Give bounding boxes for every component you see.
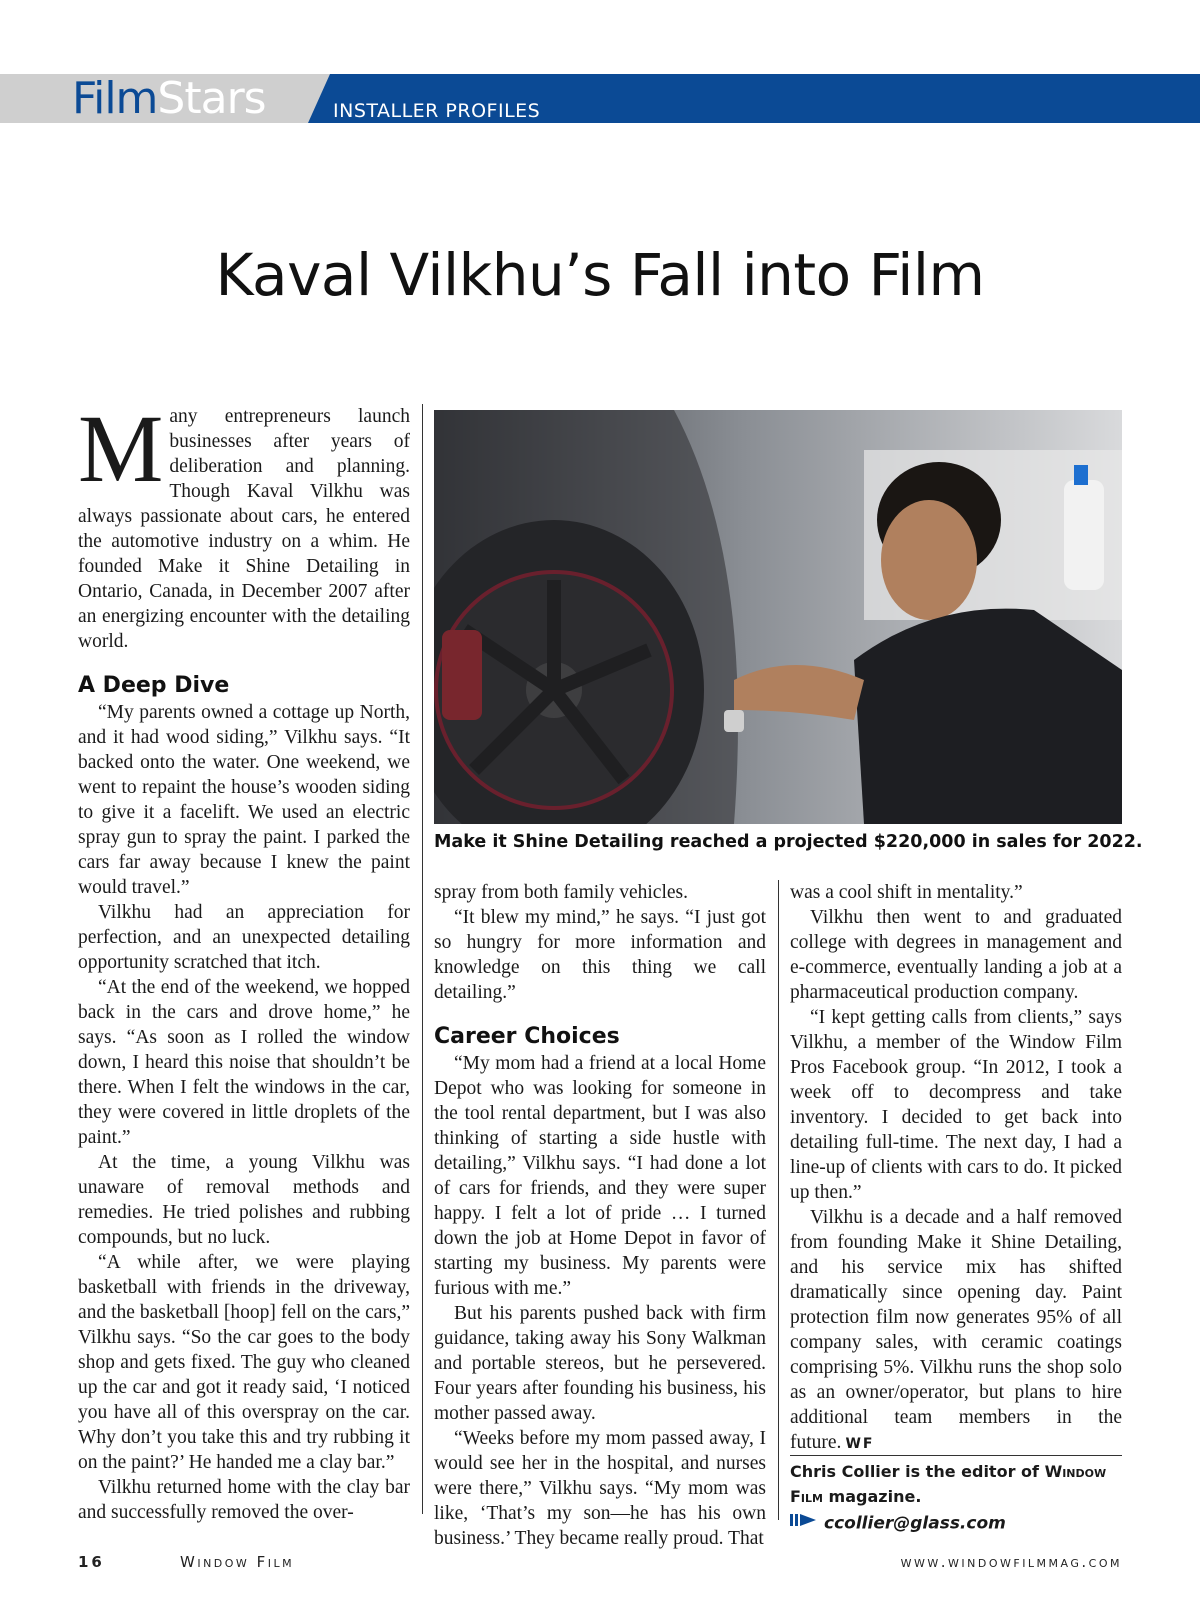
email-line bbox=[790, 1511, 1122, 1537]
section-header bbox=[0, 74, 1200, 123]
subhead-deep-dive: A Deep Dive bbox=[78, 673, 230, 698]
column-divider bbox=[422, 404, 423, 1514]
drop-cap: M bbox=[78, 395, 164, 502]
body-paragraph: “At the end of the weekend, we hopped back in the cars and drove home,” he says. “As soon as I rolled the window down, I heard this noise that shouldn’t be there. When I felt the windows in the car, they were covered in little droplets of the paint.” bbox=[78, 977, 410, 1148]
filmstars-logo bbox=[72, 73, 266, 124]
column-1 bbox=[78, 395, 410, 1523]
arrow-icon bbox=[790, 1511, 818, 1536]
body-paragraph-final bbox=[790, 1205, 1122, 1457]
column-divider bbox=[778, 880, 779, 1520]
body-paragraph: Vilkhu returned home with the clay bar and successfully removed the over- bbox=[78, 1477, 410, 1523]
body-paragraph: “It blew my mind,” he says. “I just got so hungry for more information and knowledge on this thing we call detailing.” bbox=[434, 907, 766, 1003]
body-paragraph: “Weeks before my mom passed away, I would see her in the hospital, and nurses were there,” Vilkhu says. “My mom was like, ‘That’s my son—he has his own business.’ They became really proud. That bbox=[434, 1428, 766, 1549]
author-email-link[interactable]: ccollier@glass.com bbox=[824, 1513, 1006, 1534]
body-paragraph: spray from both family vehicles. bbox=[434, 882, 688, 903]
footer-url[interactable]: www.windowfilmmag.com bbox=[900, 1553, 1122, 1571]
column-2 bbox=[434, 880, 766, 1549]
body-paragraph: Vilkhu then went to and graduated college with degrees in management and e-commerce, eventually landing a job at a pharmaceutical production company. bbox=[790, 907, 1122, 1003]
logo-stars-text: Stars bbox=[157, 73, 266, 124]
subhead-career-choices: Career Choices bbox=[434, 1024, 620, 1049]
installer-photo-illustration bbox=[434, 410, 1122, 824]
intro-text: any entrepreneurs launch businesses after years of deliberation and planning. Though Kaval Vilkhu was always passionate about cars, he entered the automotive industry on a whim. He founded Make it Shine Detailing in Ontario, Canada, in December 2007 after an energizing encounter with the detailing world. bbox=[78, 406, 410, 652]
footer-magazine: Window Film bbox=[180, 1553, 295, 1571]
intro-paragraph bbox=[78, 395, 410, 654]
photo-caption: Make it Shine Detailing reached a projected $220,000 in sales for 2022. bbox=[434, 832, 1143, 852]
installer-photo bbox=[434, 410, 1122, 824]
body-paragraph: “My parents owned a cottage up North, and it had wood siding,” Vilkhu says. “It backed onto the water. One weekend, we went to repaint the house’s wooden siding to give it a facelift. We used an electric spray gun to spray the paint. I parked the cars far away because I knew the paint would travel.” bbox=[78, 702, 410, 898]
bio-text bbox=[790, 1459, 1122, 1509]
body-paragraph: “My mom had a friend at a local Home Depot who was looking for someone in the tool rental department, but I was also thinking of starting a side hustle with detailing,” Vilkhu says. “I had done a lot of cars for friends, and they were super happy. I felt a lot of pride … I turned down the job at Home Depot in favor of starting my business. My parents were furious with me.” bbox=[434, 1053, 766, 1299]
logo-film-text: Film bbox=[72, 73, 158, 124]
author-bio bbox=[790, 1459, 1122, 1537]
article-title: Kaval Vilkhu’s Fall into Film bbox=[215, 241, 985, 309]
body-paragraph: Vilkhu had an appreciation for perfection, and an unexpected detailing opportunity scratched that itch. bbox=[78, 902, 410, 973]
end-mark: WF bbox=[845, 1436, 875, 1452]
page-number: 16 bbox=[78, 1553, 105, 1571]
body-paragraph: “A while after, we were playing basketball with friends in the driveway, and the basketball [hoop] fell on the cars,” Vilkhu says. “So the car goes to the body shop and gets fixed. The guy who cleaned up the car and got it ready said, ‘I noticed you have all of this overspray on the car. Why don’t you take this and try rubbing it on the paint?’ He handed me a clay bar.” bbox=[78, 1252, 410, 1473]
body-paragraph: was a cool shift in mentality.” bbox=[790, 882, 1023, 903]
bio-lead: Chris Collier is the editor of bbox=[790, 1462, 1045, 1481]
bio-tail: magazine. bbox=[822, 1487, 922, 1506]
bio-divider bbox=[790, 1455, 1122, 1456]
section-label: INSTALLER PROFILES bbox=[333, 100, 541, 122]
body-paragraph: At the time, a young Vilkhu was unaware of removal methods and remedies. He tried polishes and rubbing compounds, but no luck. bbox=[78, 1152, 410, 1248]
body-paragraph: “I kept getting calls from clients,” says Vilkhu, a member of the Window Film Pros Facebook group. “In 2012, I took a week off to decompress and take inventory. I decided to get back into detailing full-time. The next day, I had a line-up of clients with cars to do. It picked up then.” bbox=[790, 1007, 1122, 1203]
bio-magazine: Window Film bbox=[790, 1462, 1107, 1506]
body-paragraph: But his parents pushed back with firm guidance, taking away his Sony Walkman and portable stereos, but he persevered. Four years after founding his business, his mother passed away. bbox=[434, 1303, 766, 1424]
column-3 bbox=[790, 880, 1122, 1520]
final-paragraph-text: Vilkhu is a decade and a half removed from founding Make it Shine Detailing, and his service mix has shifted dramatically since opening day. Paint protection film now generates 95% of all company sales, with ceramic coatings comprising 5%. Vilkhu runs the shop solo as an owner/operator, but plans to hire additional team members in the future. bbox=[790, 1207, 1122, 1453]
